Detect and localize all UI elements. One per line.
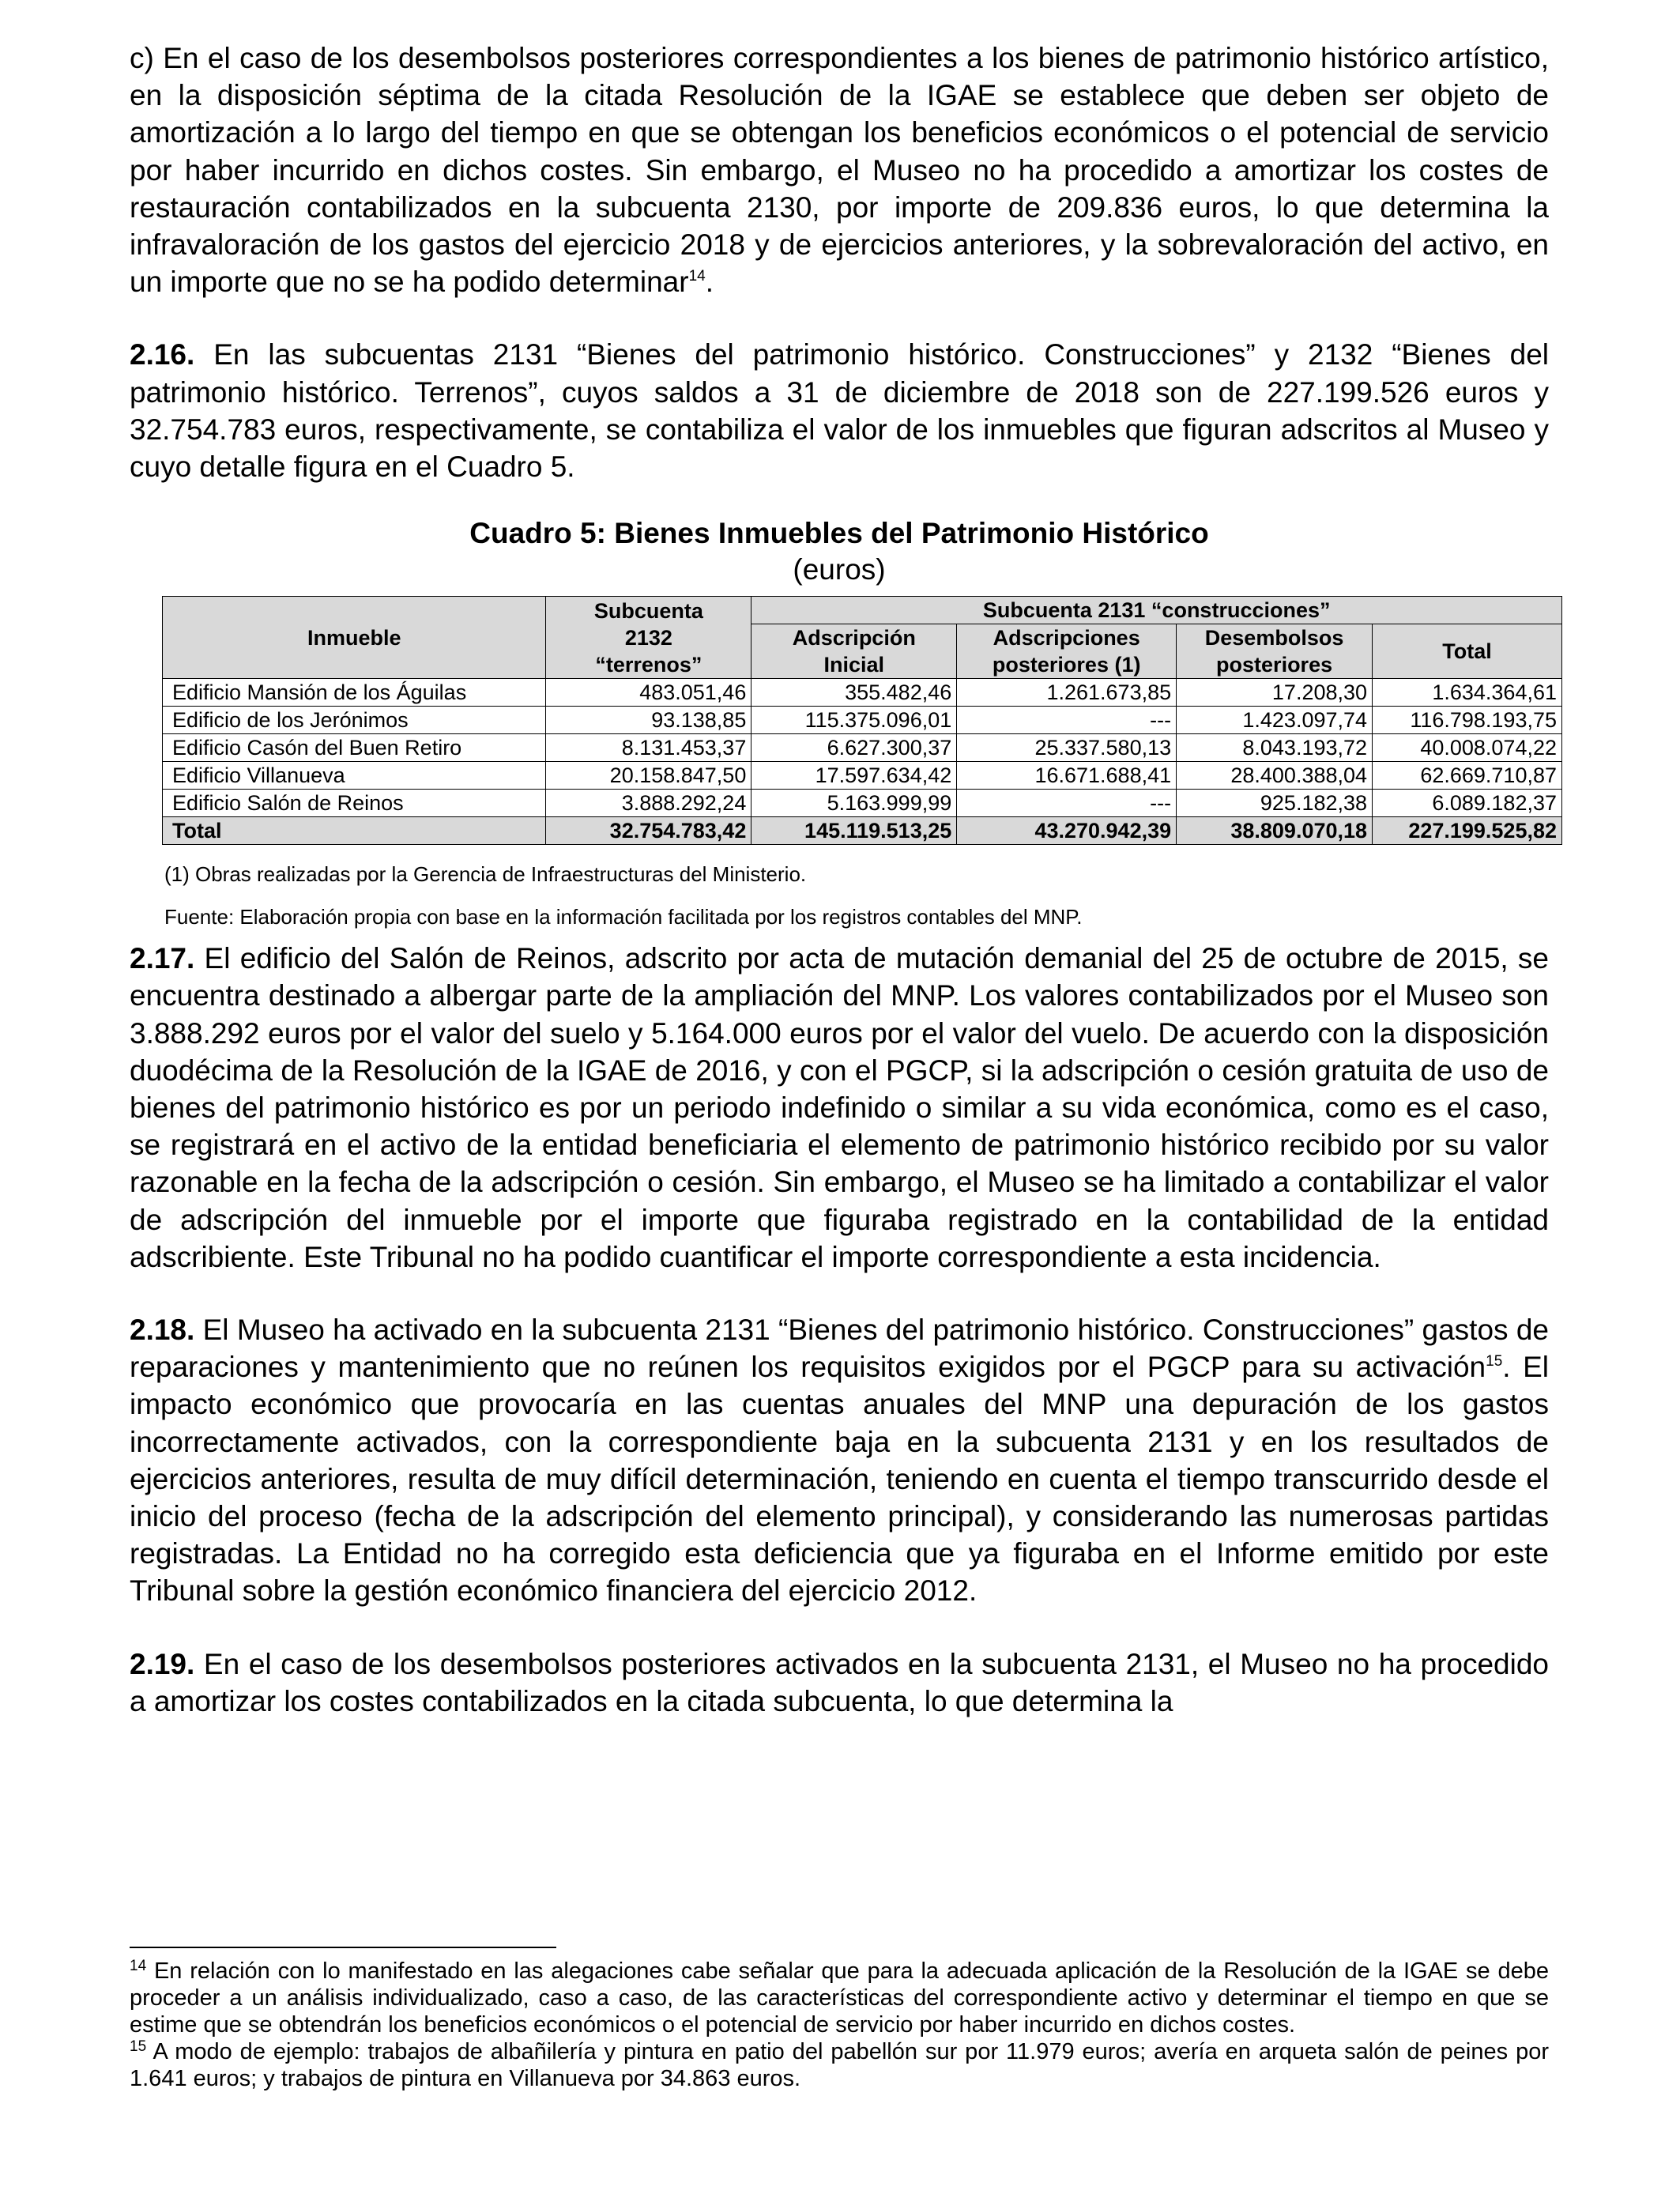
cell-adscripciones-posteriores: --- [957,790,1177,817]
cell-terrenos: 3.888.292,24 [546,790,751,817]
cell-terrenos: 8.131.453,37 [546,734,751,762]
paragraph-c-text: c) En el caso de los desembolsos posteriores correspondientes a los bienes de patrimonio histórico artístico, en la disposición séptima de la citada Resolución de la IGAE se establece que deben ser objeto de amortización a lo largo del tiempo en que se obtengan los beneficios económicos o el potencial de servicio por haber incurrido en dichos costes. Sin embargo, el Museo no ha procedido a amortizar los costes de restauración contabilizados en la subcuenta 2130, por importe de 209.836 euros, lo que determina la infravaloración de los gastos del ejercicio 2018 y de ejercicios anteriores, y la sobrevaloración del activo, en un importe que no se ha podido determinar [130,42,1549,299]
cell-total: 6.089.182,37 [1373,790,1562,817]
cuadro-5-table [162,596,1562,845]
cell-total-terrenos: 32.754.783,42 [546,817,751,845]
paragraph-number: 2.16. [130,338,195,371]
footnote-14 [130,1958,1549,2038]
table-header-row-1 [163,597,1562,624]
footnote-ref-15[interactable]: 15 [1486,1353,1503,1370]
footnote-separator [130,1947,556,1948]
cell-inmueble: Edificio Salón de Reinos [163,790,546,817]
paragraph-text: En las subcuentas 2131 “Bienes del patrimonio histórico. Construcciones” y 2132 “Bienes del patrimonio histórico. Terrenos”, cuyos saldos a 31 de diciembre de 2018 son de 227.199.526 euros y 32.754.783 euros, respectivamente, se contabiliza el valor de los inmuebles que figuran adscritos al Museo y cuyo detalle figura en el Cuadro 5. [130,338,1549,484]
cell-total: 62.669.710,87 [1373,762,1562,790]
cell-desembolsos-posteriores: 28.400.388,04 [1177,762,1373,790]
cell-terrenos: 483.051,46 [546,679,751,707]
cell-total-total: 227.199.525,82 [1373,817,1562,845]
cell-adscripciones-posteriores: --- [957,707,1177,734]
header-adscripciones-line1: Adscripciones [993,626,1140,650]
cell-terrenos: 20.158.847,50 [546,762,751,790]
footnote-14-number: 14 [130,1958,147,1974]
paragraph-c [130,40,1549,300]
cell-inmueble: Edificio de los Jerónimos [163,707,546,734]
paragraph-c-end: . [705,266,714,299]
header-adscripciones-line2: posteriores (1) [992,653,1141,677]
paragraph-number: 2.17. [130,942,195,975]
header-subcuenta-2132-line1: Subcuenta [593,598,703,623]
header-desembolsos-line2: posteriores [1216,653,1333,677]
header-adscripciones-posteriores [957,624,1177,679]
table-row [163,679,1562,707]
cell-inmueble: Edificio Villanueva [163,762,546,790]
header-adscripcion-line2: Inicial [823,653,885,677]
paragraph-text: El edificio del Salón de Reinos, adscrito por acta de mutación demanial del 25 de octubre de 2015, se encuentra destinado a albergar parte de la ampliación del MNP. Los valores contabilizados por el Museo son 3.888.292 euros por el valor del suelo y 5.164.000 euros por el valor del vuelo. De acuerdo con la disposición duodécima de la Resolución de la IGAE de 2016, y con el PGCP, si la adscripción o cesión gratuita de uso de bienes del patrimonio histórico es por un periodo indefinido o similar a su vida económica, como es el caso, se registrará en el activo de la entidad beneficiaria el elemento de patrimonio histórico recibido por su valor razonable en la fecha de la adscripción o cesión. Sin embargo, el Museo se ha limitado a contabilizar el valor de adscripción del inmueble por el importe que figuraba registrado en la contabilidad de la entidad adscribiente. Este Tribunal no ha podido cuantificar el importe correspondiente a esta incidencia. [130,942,1549,1273]
table-row [163,762,1562,790]
paragraph-2-16 [130,336,1549,485]
table-source: Fuente: Elaboración propia con base en la información facilitada por los registros contables del MNP. [164,905,1083,929]
page-body [130,40,1557,1755]
table-total-row [163,817,1562,845]
cell-total-desembolsos-posteriores: 38.809.070,18 [1177,817,1373,845]
cell-adscripcion-inicial: 115.375.096,01 [751,707,957,734]
table-row [163,790,1562,817]
paragraph-2-17 [130,940,1549,1276]
footnote-15-number: 15 [130,2038,147,2055]
cell-adscripcion-inicial: 6.627.300,37 [751,734,957,762]
footnote-ref-14[interactable]: 14 [688,268,706,285]
cell-inmueble: Edificio Casón del Buen Retiro [163,734,546,762]
footnote-14-text: En relación con lo manifestado en las alegaciones cabe señalar que para la adecuada aplicación de la Resolución de la IGAE se debe proceder a un análisis individualizado, caso a caso, de las características del correspondiente activo y determinar el tiempo en que se estime que se obtendrán los beneficios económicos o el potencial de servicio por haber incurrido en dichos costes. [130,1958,1549,2038]
footnotes [130,1958,1549,2092]
cell-inmueble: Edificio Mansión de los Águilas [163,679,546,707]
cell-total: 40.008.074,22 [1373,734,1562,762]
header-subcuenta-2132 [546,597,751,679]
header-total: Total [1373,624,1562,679]
table-row [163,707,1562,734]
table-row [163,734,1562,762]
cell-desembolsos-posteriores: 925.182,38 [1177,790,1373,817]
paragraph-text: En el caso de los desembolsos posteriores activados en la subcuenta 2131, el Museo no ha procedido a amortizar los costes contabilizados en la citada subcuenta, lo que determina la [130,1647,1549,1717]
header-adscripcion-inicial [751,624,957,679]
table-units: (euros) [793,553,886,586]
footnote-15-text: A modo de ejemplo: trabajos de albañilería y pintura en patio del pabellón sur por 11.979 euros; avería en arqueta salón de peines por 1.641 euros; y trabajos de pintura en Villanueva por 34.863 euros. [130,2039,1549,2091]
paragraph-2-19 [130,1646,1549,1720]
cell-adscripciones-posteriores: 25.337.580,13 [957,734,1177,762]
cell-adscripcion-inicial: 5.163.999,99 [751,790,957,817]
table-title: Cuadro 5: Bienes Inmuebles del Patrimonio Histórico [469,517,1209,550]
cell-desembolsos-posteriores: 17.208,30 [1177,679,1373,707]
cell-total: 116.798.193,75 [1373,707,1562,734]
cell-adscripciones-posteriores: 16.671.688,41 [957,762,1177,790]
footnote-15 [130,2038,1549,2092]
paragraph-number: 2.19. [130,1647,195,1680]
paragraph-number: 2.18. [130,1314,195,1347]
cell-adscripcion-inicial: 355.482,46 [751,679,957,707]
paragraph-2-18 [130,1311,1549,1610]
cell-desembolsos-posteriores: 8.043.193,72 [1177,734,1373,762]
header-desembolsos-line1: Desembolsos [1204,626,1344,650]
paragraph-text-a: El Museo ha activado en la subcuenta 2131 “Bienes del patrimonio histórico. Construcciones” gastos de reparaciones y mantenimiento que no reúnen los requisitos exigidos por el PGCP para su activación [130,1314,1549,1384]
header-adscripcion-line1: Adscripción [792,626,916,650]
header-desembolsos-posteriores [1177,624,1373,679]
header-subcuenta-2131: Subcuenta 2131 “construcciones” [751,597,1562,624]
cell-adscripcion-inicial: 17.597.634,42 [751,762,957,790]
paragraph-text-b: . El impacto económico que provocaría en las cuentas anuales del MNP una depuración de los gastos incorrectamente activados, con la correspondiente baja en la subcuenta 2131 y en los resultados de ejercicios anteriores, resulta de muy difícil determinación, teniendo en cuenta el tiempo transcurrido desde el inicio del proceso (fecha de la adscripción del elemento principal), y considerando las numerosas partidas registradas. La Entidad no ha corregido esta deficiencia que ya figuraba en el Informe emitido por este Tribunal sobre la gestión económico financiera del ejercicio 2012. [130,1351,1549,1608]
cell-adscripciones-posteriores: 1.261.673,85 [957,679,1177,707]
cell-total-adscripciones-posteriores: 43.270.942,39 [957,817,1177,845]
cell-total-adscripcion-inicial: 145.119.513,25 [751,817,957,845]
table-note: (1) Obras realizadas por la Gerencia de Infraestructuras del Ministerio. [164,862,807,887]
cell-desembolsos-posteriores: 1.423.097,74 [1177,707,1373,734]
header-inmueble: Inmueble [163,597,546,679]
header-subcuenta-2132-line2: 2132 [624,625,672,650]
cell-terrenos: 93.138,85 [546,707,751,734]
cell-total-label: Total [163,817,546,845]
header-subcuenta-2132-line3: “terrenos” [595,652,703,677]
cell-total: 1.634.364,61 [1373,679,1562,707]
